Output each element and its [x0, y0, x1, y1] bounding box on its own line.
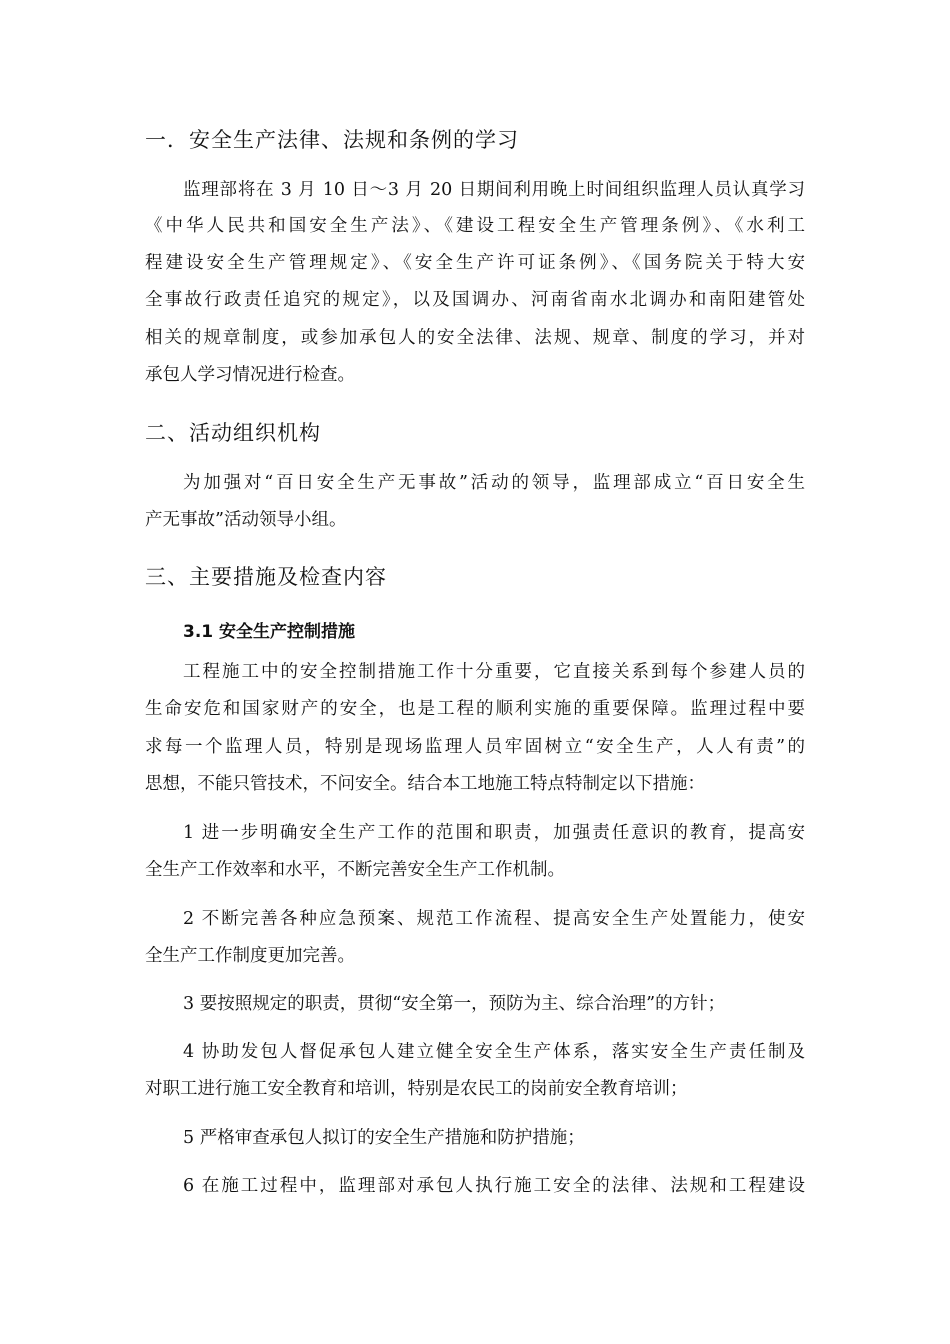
measure-item-6-line-1: 6 在施工过程中，监理部对承包人执行施工安全的法律、法规和工程建设 — [183, 1176, 805, 1196]
paragraph-line: 全事故行政责任追究的规定》，以及国调办、河南省南水北调办和南阳建管处 — [145, 290, 805, 310]
paragraph-line: 思想，不能只管技术，不问安全。结合本工地施工特点特制定以下措施： — [145, 774, 705, 794]
paragraph-line: 生命安危和国家财产的安全，也是工程的顺利实施的重要保障。监理过程中要 — [145, 699, 805, 719]
measure-item-2-line-2: 全生产工作制度更加完善。 — [145, 946, 355, 966]
paragraph-line: 产无事故”活动领导小组。 — [145, 510, 347, 530]
paragraph-line: 工程施工中的安全控制措施工作十分重要，它直接关系到每个参建人员的 — [183, 662, 805, 682]
paragraph-line: 相关的规章制度，或参加承包人的安全法律、法规、规章、制度的学习，并对 — [145, 328, 805, 348]
paragraph-line: 求每一个监理人员，特别是现场监理人员牢固树立“安全生产，人人有责”的 — [145, 737, 805, 757]
section-1-heading: 一．安全生产法律、法规和条例的学习 — [145, 128, 519, 152]
measure-item-2-line-1: 2 不断完善各种应急预案、规范工作流程、提高安全生产处置能力，使安 — [183, 909, 805, 929]
measure-item-1-line-1: 1 进一步明确安全生产工作的范围和职责，加强责任意识的教育，提高安 — [183, 823, 805, 843]
measure-item-4-line-2: 对职工进行施工安全教育和培训，特别是农民工的岗前安全教育培训； — [145, 1079, 688, 1099]
paragraph-line: 为加强对“百日安全生产无事故”活动的领导，监理部成立“百日安全生 — [183, 473, 805, 493]
subsection-3-1-heading: 3.1 安全生产控制措施 — [183, 622, 356, 642]
paragraph-line: 《中华人民共和国安全生产法》、《建设工程安全生产管理条例》、《水利工 — [145, 216, 805, 236]
measure-item-1-line-2: 全生产工作效率和水平，不断完善安全生产工作机制。 — [145, 860, 565, 880]
measure-item-3: 3 要按照规定的职责，贯彻“安全第一，预防为主、综合治理”的方针； — [183, 994, 726, 1014]
paragraph-line: 程建设安全生产管理规定》、《安全生产许可证条例》、《国务院关于特大安 — [145, 253, 805, 273]
paragraph-line: 承包人学习情况进行检查。 — [145, 365, 355, 385]
section-3-heading: 三、主要措施及检查内容 — [145, 565, 387, 589]
measure-item-4-line-1: 4 协助发包人督促承包人建立健全安全生产体系，落实安全生产责任制及 — [183, 1042, 805, 1062]
paragraph-line: 监理部将在 3 月 10 日～3 月 20 日期间利用晚上时间组织监理人员认真学习 — [183, 180, 805, 200]
section-2-heading: 二、活动组织机构 — [145, 421, 321, 445]
measure-item-5: 5 严格审查承包人拟订的安全生产措施和防护措施； — [183, 1128, 585, 1148]
